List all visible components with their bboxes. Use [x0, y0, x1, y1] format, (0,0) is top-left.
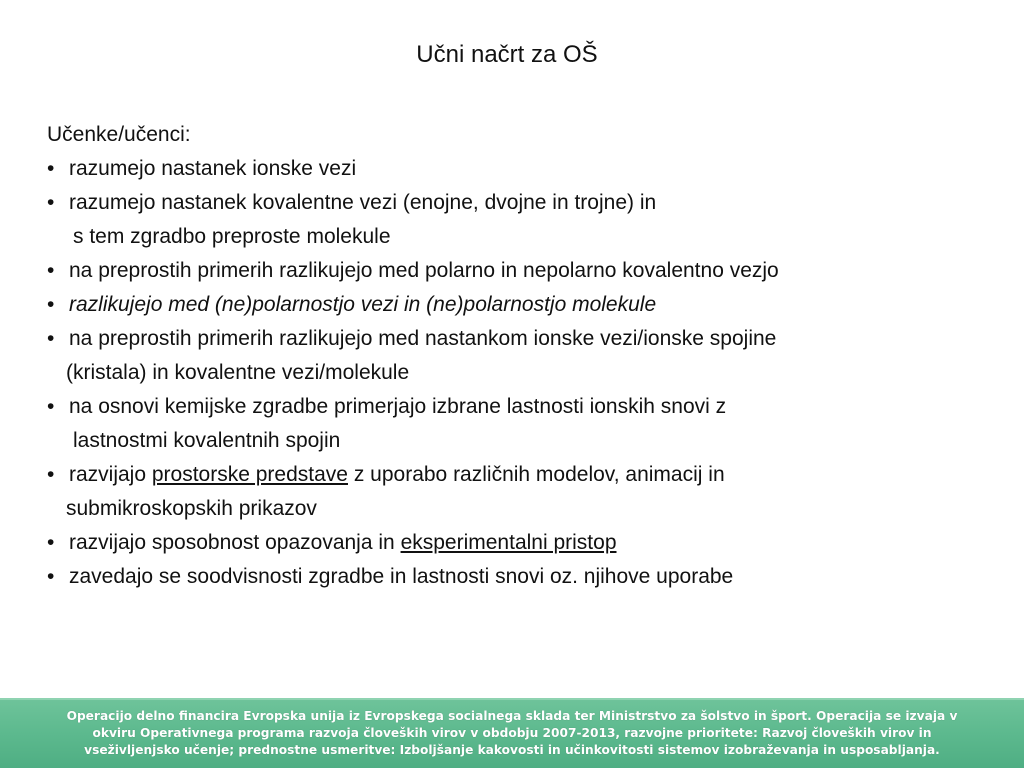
list-item: [47, 560, 997, 594]
list-item-text: razumejo nastanek ionske vezi: [69, 157, 357, 180]
list-item-text: razlikujejo med (ne)polarnostjo vezi in (ne)polarnostjo molekule: [69, 293, 657, 316]
funding-notice-line: vseživljenjsko učenje; prednostne usmeritve: Izboljšanje kakovosti in učinkovitosti sistemov izobraževanja in usposabljanja.: [84, 743, 940, 757]
list-item-text: na osnovi kemijske zgradbe primerjajo izbrane lastnosti ionskih snovi z: [69, 395, 727, 418]
list-item-text: [69, 458, 725, 492]
underlined-term: prostorske predstave: [151, 463, 348, 486]
list-item: [47, 152, 997, 186]
list-item: [47, 322, 997, 356]
list-item-text: na preprostih primerih razlikujejo med nastankom ionske vezi/ionske spojine: [69, 327, 777, 350]
funding-notice: [12, 708, 1012, 759]
list-item-continuation: submikroskopskih prikazov: [66, 497, 317, 520]
list-item-continuation: lastnostmi kovalentnih spojin: [73, 429, 341, 452]
list-item: [47, 458, 997, 492]
underlined-term: eksperimentalni pristop: [400, 531, 617, 554]
list-item-text: zavedajo se soodvisnosti zgradbe in lastnosti snovi oz. njihove uporabe: [69, 565, 734, 588]
bullet-icon: •: [47, 157, 55, 180]
bullet-icon: •: [47, 463, 55, 486]
bullet-icon: •: [47, 531, 55, 554]
list-item: [47, 288, 997, 322]
intro-text: Učenke/učenci:: [47, 123, 191, 146]
list-item-continuation: (kristala) in kovalentne vezi/molekule: [66, 361, 410, 384]
list-item-text-after: z uporabo različnih modelov, animacij in: [353, 463, 725, 486]
slide-content: [47, 118, 997, 594]
bullet-icon: •: [47, 395, 55, 418]
bullet-icon: •: [47, 293, 55, 316]
bullet-icon: •: [47, 565, 55, 588]
list-item-text: razumejo nastanek kovalentne vezi (enojne, dvojne in trojne) in: [69, 191, 657, 214]
bullet-icon: •: [47, 191, 55, 214]
list-item-text: [69, 526, 617, 560]
list-item: [47, 186, 997, 220]
footer-banner: [0, 698, 1024, 768]
list-item: [47, 526, 997, 560]
list-item: [47, 254, 997, 288]
list-item-text-before: razvijajo sposobnost opazovanja in: [69, 531, 395, 554]
list-item: [47, 390, 997, 424]
list-item-text: na preprostih primerih razlikujejo med polarno in nepolarno kovalentno vezjo: [69, 259, 779, 282]
list-item-continuation: s tem zgradbo preproste molekule: [73, 225, 391, 248]
list-item-text-before: razvijajo: [69, 463, 147, 486]
bullet-icon: •: [47, 259, 55, 282]
funding-notice-line: okviru Operativnega programa razvoja človeških virov v obdobju 2007-2013, razvojne prioritete: Razvoj človeških virov in: [92, 726, 932, 740]
slide-title: Učni načrt za OŠ: [416, 41, 598, 68]
funding-notice-line: Operacijo delno financira Evropska unija iz Evropskega socialnega sklada ter Ministrstvo za šolstvo in šport. Operacija se izvaja v: [66, 709, 958, 723]
bullet-icon: •: [47, 327, 55, 350]
